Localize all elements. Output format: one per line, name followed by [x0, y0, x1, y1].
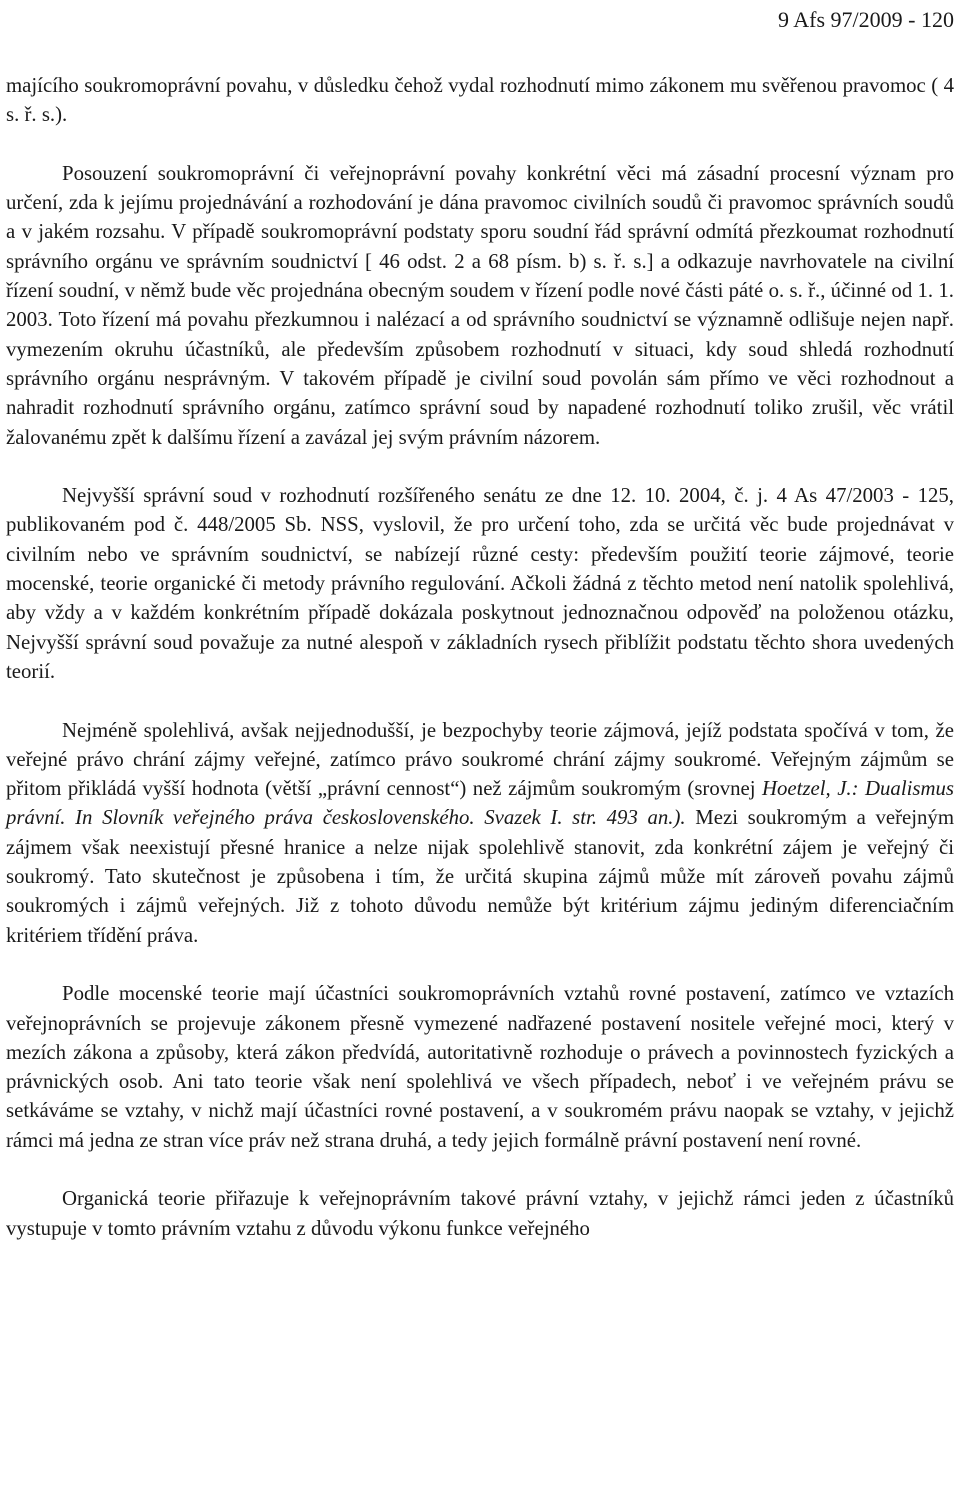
paragraph-zajmova-text-2: Mezi soukromým a veřejným zájmem však neexistují přesné hranice a nelze nijak spolehlivě stanovit, zda konkrétní zájem je veřejný či soukromý. Tato skutečnost je způsobena i tím, že určitá skupina zájmů může mít zároveň povahu zájmů soukromých i zájmů veřejných. Již z tohoto důvodu nemůže být kritérium zájmu jediným diferenciačním kritériem třídění práva. — [6, 806, 954, 947]
paragraph-zajmova-teorie — [6, 716, 954, 950]
case-reference-header: 9 Afs 97/2009 - 120 — [778, 7, 954, 32]
paragraph-mocenska-teorie: Podle mocenské teorie mají účastníci soukromoprávních vztahů rovné postavení, zatímco ve vztazích veřejnoprávních se projevuje zákonem přesně vymezené nadřazené postavení nositele veřejné moci, který v mezích zákona a způsoby, která zákon předvídá, autoritativně rozhoduje o právech a povinnostech fyzických a právnických osob. Ani tato teorie však není spolehlivá ve všech případech, neboť i ve veřejném právu se setkáváme se vztahy, v nichž mají účastníci rovné postavení, a v soukromém právu naopak se vztahy, v jejichž rámci má jedna ze stran více práv než strana druhá, a tedy jejich formálně právní postavení není rovné. — [6, 982, 954, 1152]
document-body — [6, 71, 954, 1243]
paragraph-zajmova-text-1: Nejméně spolehlivá, avšak nejjednodušší, je bezpochyby teorie zájmová, jejíž podstata spočívá v tom, že veřejné právo chrání zájmy veřejné, zatímco právo soukromé chrání zájmy soukromé. Veřejným zájmům se přitom přikládá vyšší hodnota (větší „právní cennost“) než zájmům soukromým (srovnej — [6, 718, 954, 801]
paragraph-nss-decision: Nejvyšší správní soud v rozhodnutí rozšířeného senátu ze dne 12. 10. 2004, č. j. 4 As 47/2003 - 125, publikovaném pod č. 448/2005 Sb. NSS, vyslovil, že pro určení toho, zda se určitá věc bude projednávat v civilním nebo ve správním soudnictví, se nabízejí různé cesty: především použití teorie zájmové, teorie mocenské, teorie organické či metody právního regulování. Ačkoli žádná z těchto metod není natolik spolehlivá, aby vždy a v každém konkrétním případě dokázala poskytnout jednoznačnou odpověď na položenou otázku, Nejvyšší správní soud považuje za nutné alespoň v základních rysech přiblížit podstatu těchto shora uvedených teorií. — [6, 484, 954, 683]
paragraph-organicka-teorie: Organická teorie přiřazuje k veřejnoprávním takové právní vztahy, v jejichž rámci jeden z účastníků vystupuje v tomto právním vztahu z důvodu výkonu funkce veřejného — [6, 1187, 954, 1240]
citation-hoetzel: Hoetzel, J.: Dualismus právní. In Slovník veřejného práva československého. Svazek I. str. 493 an.). — [6, 777, 954, 830]
paragraph-continuation: majícího soukromoprávní povahu, v důsledku čehož vydal rozhodnutí mimo zákonem mu svěřenou pravomoc ( 4 s. ř. s.). — [6, 74, 954, 127]
paragraph-posouzeni: Posouzení soukromoprávní či veřejnoprávní povahy konkrétní věci má zásadní procesní význam pro určení, zda k jejímu projednávání a rozhodování je dána pravomoc civilních soudů či pravomoc správních soudů a v jakém rozsahu. V případě soukromoprávní podstaty sporu soudní řád správní odmítá přezkoumat rozhodnutí správního orgánu ve správním soudnictví [ 46 odst. 2 a 68 písm. b) s. ř. s.] a odkazuje navrhovatele na civilní řízení soudní, v němž bude věc projednána obecným soudem v řízení podle nové části páté o. s. ř., účinné od 1. 1. 2003. Toto řízení má povahu přezkumnou i nalézací a od správního soudnictví se významně odlišuje nejen např. vymezením okruhu účastníků, ale především způsobem rozhodnutí v situaci, kdy soud shledá rozhodnutí správního orgánu nesprávným. V takovém případě je civilní soud povolán sám přímo ve věci rozhodnout a nahradit rozhodnutí správního orgánu, zatímco správní soud by napadené rozhodnutí toliko zrušil, věc vrátil žalovanému zpět k dalšímu řízení a zavázal jej svým právním názorem. — [6, 161, 954, 449]
